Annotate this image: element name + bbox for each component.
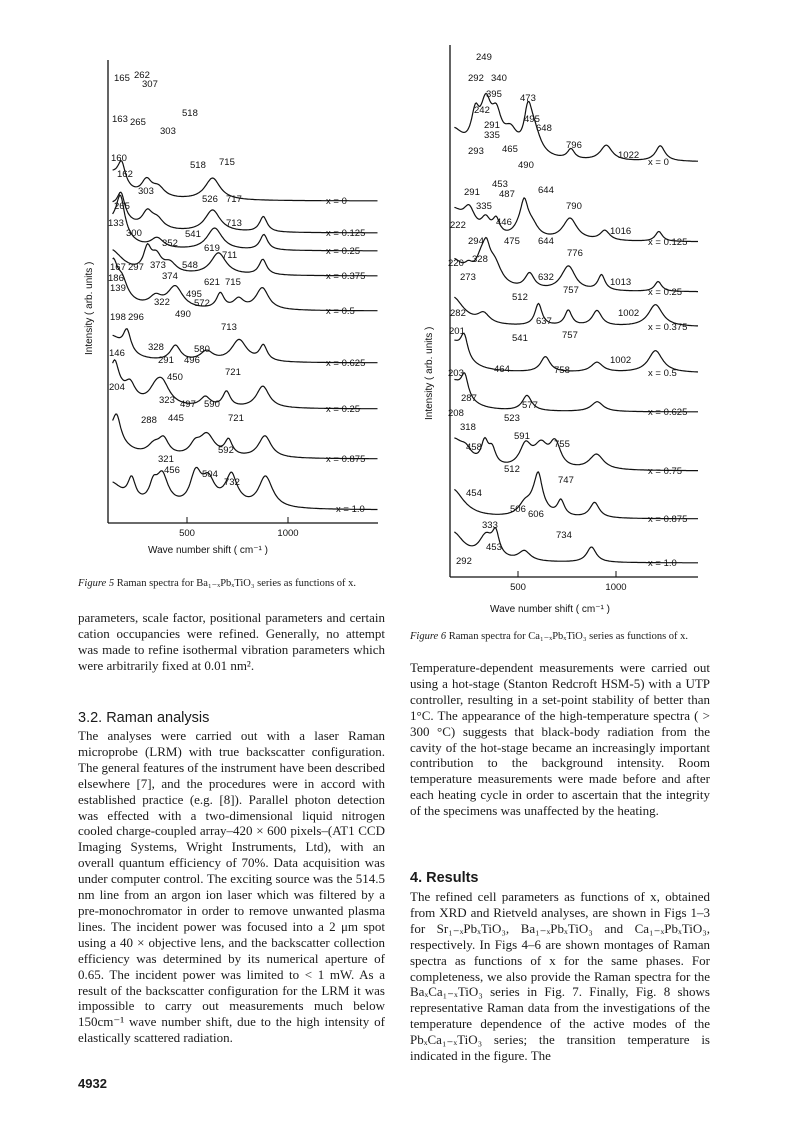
fig6-peak-label: 318 [460, 422, 476, 433]
fig5-peak-label: 572 [194, 298, 210, 309]
fig5-peak-label: 265 [130, 117, 146, 128]
fig5-peak-label: 715 [219, 157, 235, 168]
fig5-peak-label: 621 [204, 277, 220, 288]
fig5-peak-label: 167 [110, 262, 126, 273]
fig5-peak-label: 296 [128, 312, 144, 323]
fig5-peak-label: 297 [128, 262, 144, 273]
fig5-peak-label: 717 [226, 194, 242, 205]
fig5-peak-label: 526 [202, 194, 218, 205]
paragraph: Temperature-dependent measurements were carried out using a hot-stage (Stanton Redcroft HSM-5) with a UTP controller, resulting in a set-point stability of better than 1°C. The appearance of the high-temperature spectra ( > 300 °C) suggests that black-body radiation from the cavity of the hot-stage became an increasingly important contribution to the background intensity. Room temperature measurements were made before and after each heating cycle in order to ascertain that the integrity of the specimens was unaffected by the heating. [410, 660, 710, 819]
fig5-peak-label: 721 [225, 367, 241, 378]
fig5-peak-label: 732 [224, 477, 240, 488]
fig5-peak-label: 715 [225, 277, 241, 288]
fig5-peak-label: 352 [162, 238, 178, 249]
fig6-series-label: x = 0.75 [648, 466, 683, 477]
fig5-peak-label: 300 [126, 228, 142, 239]
fig5-series-label: x = 1.0 [336, 504, 365, 515]
fig5-series-label: x = 0.375 [326, 271, 366, 282]
spectrum-line [454, 472, 698, 519]
fig6-series-label: x = 0.25 [648, 287, 683, 298]
fig5-peak-label: 162 [117, 169, 133, 180]
fig5-peak-label: 497 [180, 399, 196, 410]
fig5-tick-label-1000: 1000 [277, 528, 299, 539]
fig6-peak-label: 294 [468, 236, 484, 247]
fig6-peak-label: 757 [563, 285, 579, 296]
fig5-peak-label: 592 [218, 445, 234, 456]
fig5-peak-label: 303 [160, 126, 176, 137]
fig5-peak-label: 291 [158, 355, 174, 366]
fig6-peak-label: 512 [504, 464, 520, 475]
fig5-series-label: x = 0.875 [326, 454, 366, 465]
fig6-peak-label: 208 [448, 408, 464, 419]
fig6-series-label: x = 1.0 [648, 558, 677, 569]
fig6-peak-label: 220 [448, 258, 464, 269]
fig6-peak-label: 292 [456, 556, 472, 567]
fig6-peak-label: 291 [484, 120, 500, 131]
fig6-x-axis-label: Wave number shift ( cm⁻¹ ) [490, 604, 610, 615]
fig6-peak-label: 242 [474, 105, 490, 116]
fig6-peak-label: 249 [476, 52, 492, 63]
fig5-peak-label: 374 [162, 271, 178, 282]
right-column-intro [410, 660, 710, 819]
fig6-peak-label: 577 [522, 400, 538, 411]
fig6-peak-label: 755 [554, 439, 570, 450]
fig5-peak-label: 496 [184, 355, 200, 366]
page-number: 4932 [78, 1076, 107, 1091]
fig5-peak-label: 262 [134, 70, 150, 81]
fig6-peak-label: 790 [566, 201, 582, 212]
fig6-peak-label: 495 [524, 114, 540, 125]
fig5-x-axis-label: Wave number shift ( cm⁻¹ ) [148, 545, 268, 556]
fig6-peak-label: 446 [496, 217, 512, 228]
fig6-peak-label: 734 [556, 530, 572, 541]
fig5-peak-label: 321 [158, 454, 174, 465]
fig6-peak-label: 606 [528, 509, 544, 520]
fig6-tick-label-1000: 1000 [605, 582, 627, 593]
fig6-peak-label: 1022 [618, 150, 640, 161]
fig6-peak-label: 512 [512, 292, 528, 303]
fig6-peak-labels [448, 52, 639, 567]
fig6-peak-label: 637 [536, 316, 552, 327]
fig6-peak-label: 287 [461, 393, 477, 404]
paragraph: parameters, scale factor, positional parameters and certain cation occupancies were refined. Generally, no attempt was made to refine isothermal vibration parameters which were arbitrarily fixed at 0.01 nm². [78, 610, 385, 673]
fig5-peak-label: 580 [194, 344, 210, 355]
fig6-series-label: x = 0 [648, 157, 669, 168]
fig5-series-label: x = 0.625 [326, 358, 366, 369]
fig5-peak-label: 139 [110, 283, 126, 294]
figure-5-caption-text: Raman spectra for Ba₁₋ₓPbₓTiO₃ series as functions of x. [116, 578, 357, 589]
fig6-peak-label: 1002 [610, 355, 632, 366]
fig6-peak-label: 747 [558, 475, 574, 486]
fig6-peak-label: 758 [554, 365, 570, 376]
figure-6-caption-text: Raman spectra for Ca₁₋ₓPbₓTiO₃ series as functions of x. [448, 631, 689, 642]
fig5-peak-label: 373 [150, 260, 166, 271]
fig6-peak-label: 523 [504, 413, 520, 424]
fig6-peak-label: 757 [562, 330, 578, 341]
fig5-peak-label: 548 [182, 260, 198, 271]
figure-5-caption [78, 577, 398, 589]
fig5-peak-label: 504 [202, 469, 218, 480]
fig5-peak-label: 198 [110, 312, 126, 323]
fig5-peak-label: 160 [111, 153, 127, 164]
fig6-tick-label-500: 500 [510, 582, 526, 593]
fig6-peak-label: 340 [491, 73, 507, 84]
fig6-peak-label: 328 [472, 254, 488, 265]
fig5-peak-label: 445 [168, 413, 184, 424]
fig6-peak-label: 490 [518, 160, 534, 171]
fig6-peak-label: 465 [502, 144, 518, 155]
fig6-peak-label: 475 [504, 236, 520, 247]
fig5-series-label: x = 0.125 [326, 228, 366, 239]
fig5-peak-label: 713 [221, 322, 237, 333]
fig5-peak-label: 328 [148, 342, 164, 353]
fig5-series-label: x = 0 [326, 196, 347, 207]
fig6-peak-label: 454 [466, 488, 482, 499]
section-4-body [410, 889, 710, 1064]
figure-6-caption [410, 630, 730, 642]
fig5-peak-label: 288 [141, 415, 157, 426]
fig6-peak-label: 291 [464, 187, 480, 198]
fig5-y-axis-label: Intensity ( arb. units ) [84, 261, 95, 355]
section-4-heading: 4. Results [410, 870, 479, 886]
fig6-peak-label: 632 [538, 272, 554, 283]
fig6-peak-label: 1013 [610, 277, 632, 288]
figure-5-caption-label: Figure 5 [78, 578, 115, 589]
fig6-peak-label: 1016 [610, 226, 632, 237]
fig5-tick-label-500: 500 [179, 528, 195, 539]
fig6-series-label: x = 0.875 [648, 514, 688, 525]
fig5-peak-label: 619 [204, 243, 220, 254]
fig6-peak-label: 453 [492, 179, 508, 190]
fig5-peak-label: 186 [108, 273, 124, 284]
fig6-peak-label: 335 [476, 201, 492, 212]
fig6-peak-label: 644 [538, 236, 554, 247]
fig6-peak-label: 796 [566, 140, 582, 151]
figure-6-caption-label: Figure 6 [410, 631, 447, 642]
fig6-peak-label: 395 [486, 89, 502, 100]
fig5-peak-label: 518 [190, 160, 206, 171]
section-3-2-heading: 3.2. Raman analysis [78, 710, 210, 726]
fig6-peak-label: 591 [514, 431, 530, 442]
fig6-series-label: x = 0.375 [648, 322, 688, 333]
left-column-intro [78, 610, 385, 674]
fig6-peak-label: 453 [486, 542, 502, 553]
fig6-peak-label: 458 [466, 442, 482, 453]
figure-6-chart [420, 40, 720, 630]
fig5-peak-label: 165 [114, 73, 130, 84]
fig5-peak-label: 713 [226, 218, 242, 229]
fig6-peak-label: 273 [460, 272, 476, 283]
fig6-series-label: x = 0.625 [648, 407, 688, 418]
fig6-peak-label: 473 [520, 93, 536, 104]
fig6-peak-label: 293 [468, 146, 484, 157]
fig5-peak-label: 711 [222, 250, 238, 261]
fig5-peak-label: 323 [159, 395, 175, 406]
fig5-series-label: x = 0.5 [326, 306, 355, 317]
fig5-peak-label: 133 [108, 218, 124, 229]
fig6-peak-label: 506 [510, 504, 526, 515]
figure-5 [78, 55, 398, 575]
fig5-series-label: x = 0.25 [326, 246, 361, 257]
fig5-peak-label: 163 [112, 114, 128, 125]
fig5-peak-label: 456 [164, 465, 180, 476]
fig6-series-label: x = 0.125 [648, 237, 688, 248]
fig6-peak-label: 648 [536, 123, 552, 134]
section-3-2-body [78, 728, 385, 1046]
fig6-peak-label: 201 [449, 326, 465, 337]
fig5-peak-label: 495 [186, 289, 202, 300]
paragraph: The refined cell parameters as functions of x, obtained from XRD and Rietveld analyses, are shown in Figs 1–3 for Sr₁₋ₓPbₓTiO₃, Ba₁₋ₓPbₓTiO₃ and Ca₁₋ₓPbₓTiO₃, respectively. In Figs 4–6 are shown montages of Raman spectra as functions of x for the same phases. For completeness, we also provide the Raman spectra for the BaₓCa₁₋ₓTiO₃ series in Fig. 7. Finally, Fig. 8 shows representative Raman data from the investigations of the temperature dependence of the active modes of the PbₓCa₁₋ₓTiO₃ series; the transition temperature is indicated in the figure. The [410, 889, 710, 1064]
fig6-peak-label: 333 [482, 520, 498, 531]
fig6-peak-label: 776 [567, 248, 583, 259]
fig5-peak-label: 322 [154, 297, 170, 308]
fig6-series-label: x = 0.5 [648, 368, 677, 379]
fig6-peak-label: 292 [468, 73, 484, 84]
fig5-peak-label: 146 [109, 348, 125, 359]
fig6-y-axis-label: Intensity ( arb. units ) [424, 326, 435, 420]
fig5-peak-label: 721 [228, 413, 244, 424]
fig6-peak-label: 222 [450, 220, 466, 231]
fig6-peak-label: 335 [484, 130, 500, 141]
fig5-peak-label: 490 [175, 309, 191, 320]
figure-5-chart [78, 55, 398, 575]
figure-6 [420, 40, 720, 630]
fig6-peak-label: 1002 [618, 308, 640, 319]
fig6-peak-label: 203 [448, 368, 464, 379]
fig5-peak-label: 265 [114, 201, 130, 212]
fig6-peak-label: 644 [538, 185, 554, 196]
fig6-peak-label: 487 [499, 189, 515, 200]
fig5-peak-label: 450 [167, 372, 183, 383]
fig6-peak-label: 464 [494, 364, 510, 375]
fig5-series-label: x = 0.25 [326, 404, 361, 415]
fig5-peak-label: 307 [142, 79, 158, 90]
fig6-peak-label: 282 [450, 308, 466, 319]
fig5-peak-label: 541 [185, 229, 201, 240]
fig5-peak-label: 303 [138, 186, 154, 197]
fig6-peak-label: 541 [512, 333, 528, 344]
fig5-peak-labels [108, 70, 244, 488]
fig5-series-labels [326, 196, 365, 515]
fig5-peak-label: 204 [109, 382, 125, 393]
paragraph: The analyses were carried out with a laser Raman microprobe (LRM) with true backscatter configuration. The general features of the instrument have been described elsewhere [7], and the procedures were in accord with established practice (e.g. [8]). Parallel photon detection was effected with a two-dimensional liquid nitrogen cooled charge-coupled array–420 × 600 pixels–(AT1 CCD Imaging Systems, Wright Instruments, Ltd), with an overall quantum efficiency of 70%. Data acquisition was under computer control. The exciting source was the 514.5 nm line from an argon ion laser which was filtered by a pre-monochromator in order to remove unwanted plasma lines. The incident power was focused into a 2 μm spot using a 40 × objective lens, and the backscatter collection efficiency was determined by its numerical aperture of 0.65. The incident power was limited to < 1 mW. As a result of the backscatter configuration for the LRM it was impossible to carry out measurements much below 150cm⁻¹ wave number shift, due to the high intensity of elastically scattered radiation. [78, 728, 385, 1046]
fig5-peak-label: 518 [182, 108, 198, 119]
fig6-series-labels [648, 157, 687, 569]
fig5-peak-label: 590 [204, 399, 220, 410]
